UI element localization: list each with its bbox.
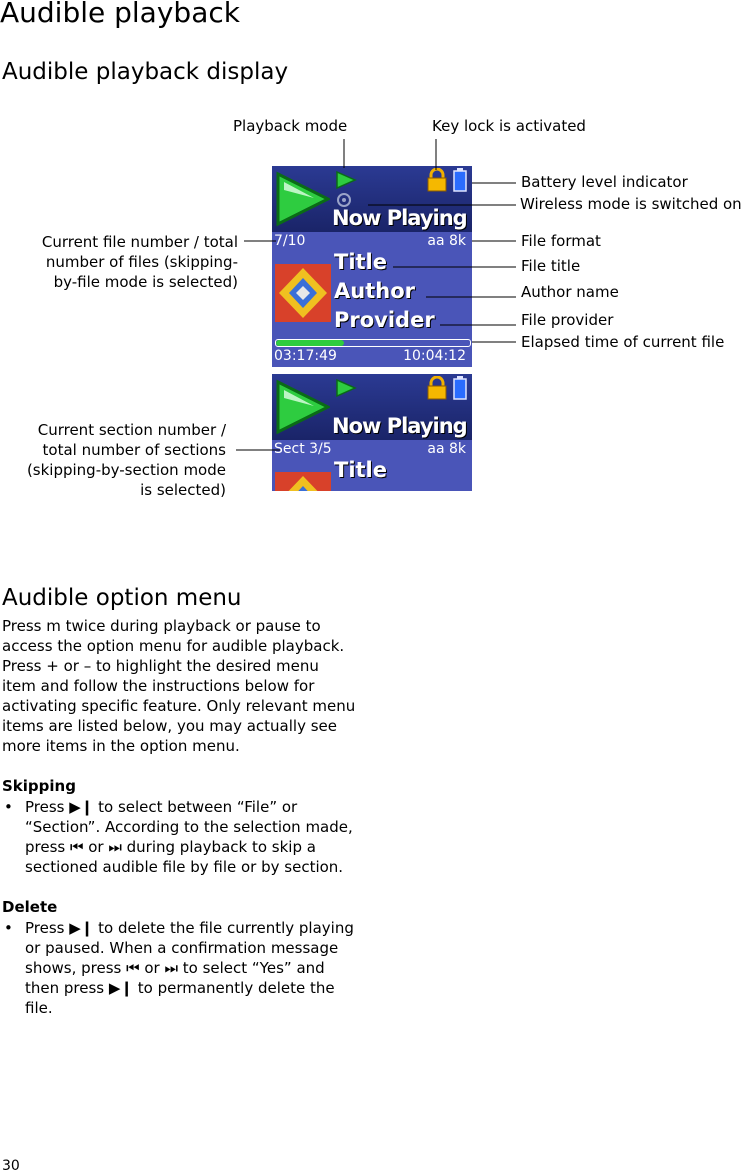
callout-author-name: Author name — [521, 283, 619, 301]
callout-elapsed: Elapsed time of current file — [521, 333, 725, 351]
title-text: Title — [334, 250, 388, 274]
callout-playback-mode: Playback mode — [233, 117, 348, 135]
delete-list-item: • Press ▶❙ to delete the file currently playing or paused. When a confirmation message shows, press ⏮ or ⏭ to select “Yes” and then press ▶❙ to permanently delete the file. — [4, 919, 354, 1017]
callout-battery: Battery level indicator — [521, 173, 688, 191]
bullet-marker: • — [4, 798, 13, 816]
callout-file-format: File format — [521, 232, 601, 250]
total-time: 10:04:12 — [403, 348, 466, 364]
author-text: Author — [334, 279, 415, 303]
callout-leader-lines — [0, 0, 751, 520]
file-counter: 7/10 — [274, 233, 306, 249]
callout-current-section: Current section number / total number of sections (skipping-by-section mode is selected) — [26, 421, 226, 499]
callout-wireless: Wireless mode is switched on — [520, 195, 742, 213]
callout-key-lock: Key lock is activated — [432, 117, 586, 135]
delete-heading: Delete — [2, 898, 58, 916]
section-counter: Sect 3/5 — [274, 441, 332, 457]
now-playing-label: Now Playing — [332, 414, 467, 438]
title-text: Title — [334, 458, 388, 482]
file-format-value: aa 8k — [427, 441, 466, 457]
option-menu-heading: Audible option menu — [2, 585, 242, 611]
elapsed-time: 03:17:49 — [274, 348, 337, 364]
page-number: 30 — [2, 1158, 20, 1174]
skipping-heading: Skipping — [2, 777, 76, 795]
option-menu-intro: Press m twice during playback or pause to access the option menu for audible playback. Press + or – to highlight the desired menu item and follow the instructions below for activating specific feature. Only relevant menu items are listed below, you may actually see more items in the option menu. — [2, 617, 356, 755]
callout-file-title: File title — [521, 257, 581, 275]
skipping-list-item: • Press ▶❙ to select between “File” or “Section”. According to the selection made, press ⏮ or ⏭ during playback to skip a sectioned audible file by file or by section. — [4, 798, 353, 876]
page-title: Audible playback — [0, 0, 240, 29]
callout-file-provider: File provider — [521, 311, 614, 329]
file-format-value: aa 8k — [427, 233, 466, 249]
callout-current-file: Current file number / total number of files (skipping- by-file mode is selected) — [41, 233, 238, 291]
now-playing-label: Now Playing — [332, 206, 467, 230]
display-heading: Audible playback display — [2, 59, 289, 85]
bullet-marker: • — [4, 919, 13, 937]
provider-text: Provider — [334, 308, 435, 332]
